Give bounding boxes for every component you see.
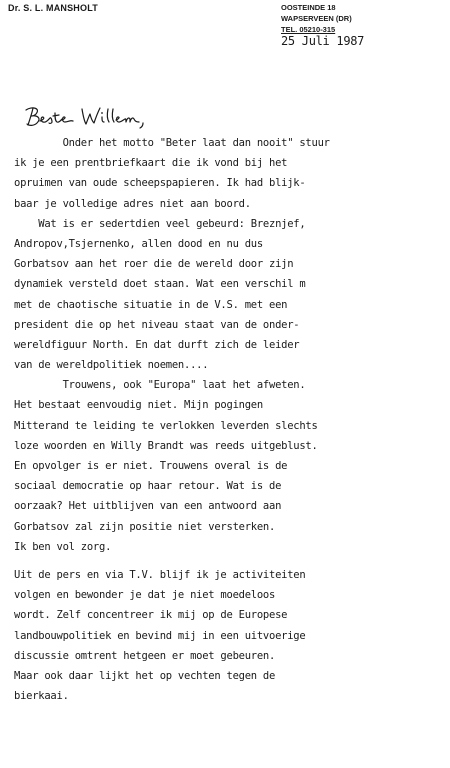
paragraph-3 (14, 375, 444, 557)
text-line: landbouwpolitiek en bevind mij in een uitvoerige (14, 629, 306, 642)
text-line: dynamiek versteld doet staan. Wat een verschil m (14, 278, 306, 291)
text-line: met de chaotische situatie in de V.S. met een (14, 298, 288, 311)
text-line: Gorbatsov zal zijn positie niet versterken. (14, 520, 276, 533)
text-line: wordt. Zelf concentreer ik mij op de Europese (14, 609, 288, 622)
text-line: president die op het niveau staat van de onder- (14, 318, 300, 331)
letterhead-name: Dr. S. L. MANSHOLT (8, 3, 98, 13)
text-line: ik je een prentbriefkaart die ik vond bij het (14, 157, 288, 170)
text-line: opruimen van oude scheepspapieren. Ik had blijk- (14, 177, 306, 190)
address-telephone: TEL. 05210-315 (281, 25, 336, 34)
text-line: loze woorden en Willy Brandt was reeds uitgeblust. (14, 439, 318, 452)
text-line: bierkaai. (14, 690, 69, 703)
text-line: van de wereldpolitiek noemen.... (14, 359, 209, 372)
text-line: discussie omtrent hetgeen er moet gebeuren. (14, 649, 276, 662)
text-line: baar je volledige adres niet aan boord. (14, 197, 251, 210)
text-line: Wat is er sedertdien veel gebeurd: Breznjef, (14, 217, 306, 230)
text-line: Onder het motto "Beter laat dan nooit" stuur (14, 137, 330, 149)
handwritten-salutation (22, 105, 172, 131)
text-line: sociaal democratie op haar retour. Wat is de (14, 480, 282, 493)
text-line: Ik ben vol zorg. (14, 540, 112, 553)
letterhead-address (281, 2, 352, 35)
address-street: OOSTEINDE 18 (281, 3, 336, 12)
text-line: En opvolger is er niet. Trouwens overal is de (14, 460, 288, 472)
text-line: volgen en bewonder je dat je niet moedeloos (14, 589, 276, 602)
text-line: Mitterand te leiding te verlokken leverden slechts (14, 419, 318, 432)
paragraph-1 (14, 133, 444, 214)
address-city: WAPSERVEEN (DR) (281, 14, 352, 23)
letter-body (14, 133, 444, 706)
text-line: Trouwens, ook "Europa" laat het afweten. (14, 379, 306, 392)
text-line: Uit de pers en via T.V. blijf ik je activiteiten (14, 568, 306, 581)
text-line: oorzaak? Het uitblijven van een antwoord aan (14, 500, 282, 513)
paragraph-4 (14, 565, 444, 706)
paragraph-2 (14, 214, 444, 376)
text-line: Gorbatsov aan het roer die de wereld door zijn (14, 258, 294, 271)
paragraph-gap (14, 557, 444, 565)
text-line: Maar ook daar lijkt het op vechten tegen de (14, 669, 276, 682)
letter-date: 25 Juli 1987 (281, 34, 365, 48)
text-line: Het bestaat eenvoudig niet. Mijn pogingen (14, 399, 263, 412)
text-line: wereldfiguur North. En dat durft zich de leider (14, 338, 300, 351)
text-line: Andropov,Tsjernenko, allen dood en nu dus (14, 237, 263, 250)
